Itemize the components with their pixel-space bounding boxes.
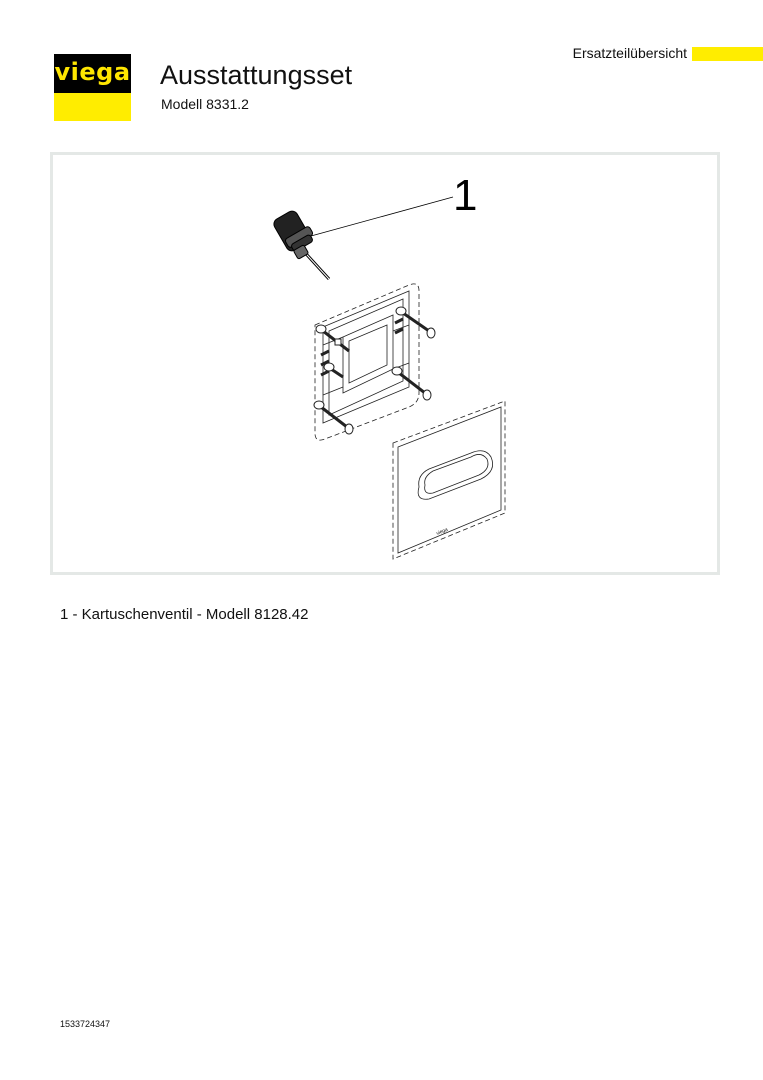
- document-type-bar: [692, 47, 763, 61]
- page-title: Ausstattungsset: [160, 60, 353, 90]
- cartridge-valve-part: [272, 209, 329, 279]
- screw-top-left: [316, 325, 349, 351]
- screw-middle: [324, 363, 343, 377]
- logo-text: viega: [54, 58, 131, 86]
- model-subtitle: Modell 8331.2: [161, 96, 249, 112]
- logo-yellow-block: [54, 93, 131, 121]
- screw-bottom-left: [314, 401, 353, 434]
- callout-number: 1: [453, 171, 478, 220]
- part-list-item: 1 - Kartuschenventil - Modell 8128.42: [60, 606, 309, 623]
- screw-top-right: [396, 307, 435, 338]
- viega-logo: [54, 54, 131, 121]
- exploded-view-figure: [50, 152, 720, 575]
- exploded-view-drawing: [53, 155, 717, 572]
- actuator-plate-part: [393, 401, 505, 559]
- logo-black-block: [54, 54, 131, 93]
- plate-brand-mark: viega: [435, 526, 449, 537]
- document-type-label: Ersatzteilübersicht: [572, 45, 687, 61]
- callout-leader-line: [311, 197, 453, 236]
- document-number: 1533724347: [60, 1019, 111, 1029]
